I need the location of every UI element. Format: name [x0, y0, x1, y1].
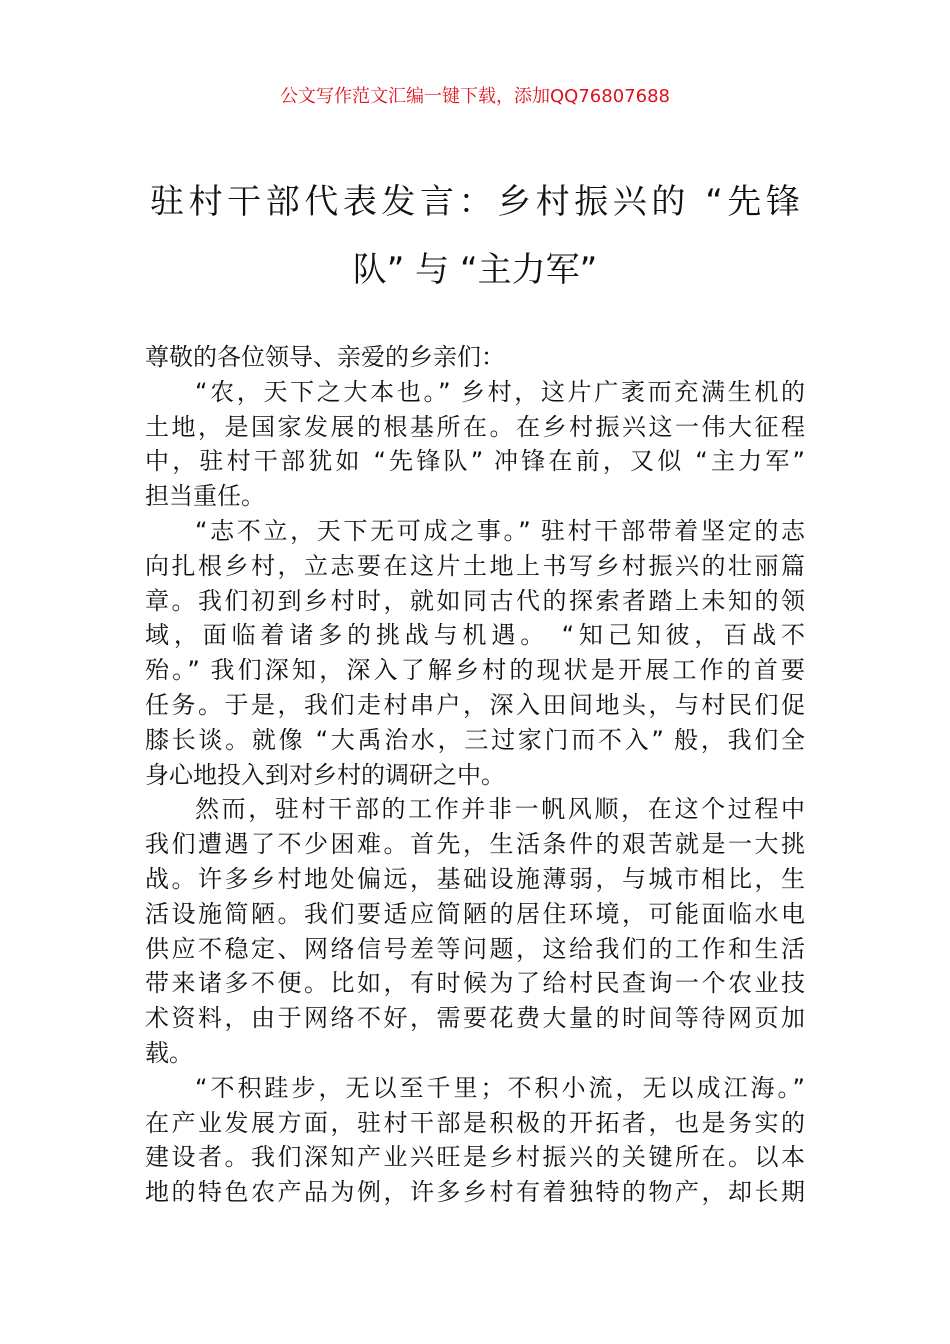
- text-line: 担当重任。: [145, 482, 265, 511]
- text-line: “不积跬步，无以至千里；不积小流，无以成江海。”: [195, 1073, 805, 1102]
- document-title-line-2: 队” 与 “主力军”: [352, 250, 598, 290]
- text-line: 土地，是国家发展的根基所在。在乡村振兴这一伟大征程: [145, 412, 805, 441]
- paragraph: [145, 1071, 805, 1210]
- text-line: 向扎根乡村，立志要在这片土地上书写乡村振兴的壮丽篇: [145, 551, 805, 580]
- download-banner: 公文写作范文汇编一键下载，添加QQ76807688: [280, 86, 670, 107]
- text-line: 在产业发展方面，驻村干部是积极的开拓者，也是务实的: [145, 1108, 805, 1137]
- text-line: 身心地投入到对乡村的调研之中。: [145, 760, 505, 789]
- text-line: 供应不稳定、网络信号差等问题，这给我们的工作和生活: [145, 934, 805, 963]
- text-line: “农，天下之大本也。” 乡村，这片广袤而充满生机的: [195, 377, 805, 406]
- text-line: 章。我们初到乡村时，就如同古代的探索者踏上未知的领: [145, 586, 805, 615]
- text-line: 战。许多乡村地处偏远，基础设施薄弱，与城市相比，生: [145, 864, 805, 893]
- text-line: 活设施简陋。我们要适应简陋的居住环境，可能面临水电: [145, 899, 805, 928]
- paragraph: [145, 514, 805, 792]
- text-line: 域，面临着诸多的挑战与机遇。 “知己知彼，百战不: [145, 621, 805, 650]
- text-line: “志不立，天下无可成之事。” 驻村干部带着坚定的志: [195, 516, 805, 545]
- document-title-line-1: 驻村干部代表发言：乡村振兴的 “先锋: [150, 182, 800, 222]
- salutation: [145, 340, 805, 375]
- text-line: 我们遭遇了不少困难。首先，生活条件的艰苦就是一大挑: [145, 830, 805, 859]
- paragraph: [145, 375, 805, 514]
- text-line: 地的特色农产品为例，许多乡村有着独特的物产，却长期: [145, 1178, 805, 1207]
- text-line: 任务。于是，我们走村串户，深入田间地头，与村民们促: [145, 690, 805, 719]
- paragraph: [145, 792, 805, 1070]
- text-line: 中，驻村干部犹如 “先锋队” 冲锋在前，又似 “主力军”: [145, 447, 805, 476]
- text-line: 然而，驻村干部的工作并非一帆风顺，在这个过程中: [195, 795, 805, 824]
- text-line: 建设者。我们深知产业兴旺是乡村振兴的关键所在。以本: [145, 1143, 805, 1172]
- text-line: 术资料，由于网络不好，需要花费大量的时间等待网页加: [145, 1004, 805, 1033]
- text-line: 膝长谈。就像 “大禹治水，三过家门而不入” 般，我们全: [145, 725, 805, 754]
- text-line: 带来诸多不便。比如，有时候为了给村民查询一个农业技: [145, 969, 805, 998]
- document-body: [145, 340, 805, 1210]
- text-line: 殆。” 我们深知，深入了解乡村的现状是开展工作的首要: [145, 656, 805, 685]
- text-line: 载。: [145, 1038, 193, 1067]
- text-line: 尊敬的各位领导、亲爱的乡亲们：: [145, 343, 505, 371]
